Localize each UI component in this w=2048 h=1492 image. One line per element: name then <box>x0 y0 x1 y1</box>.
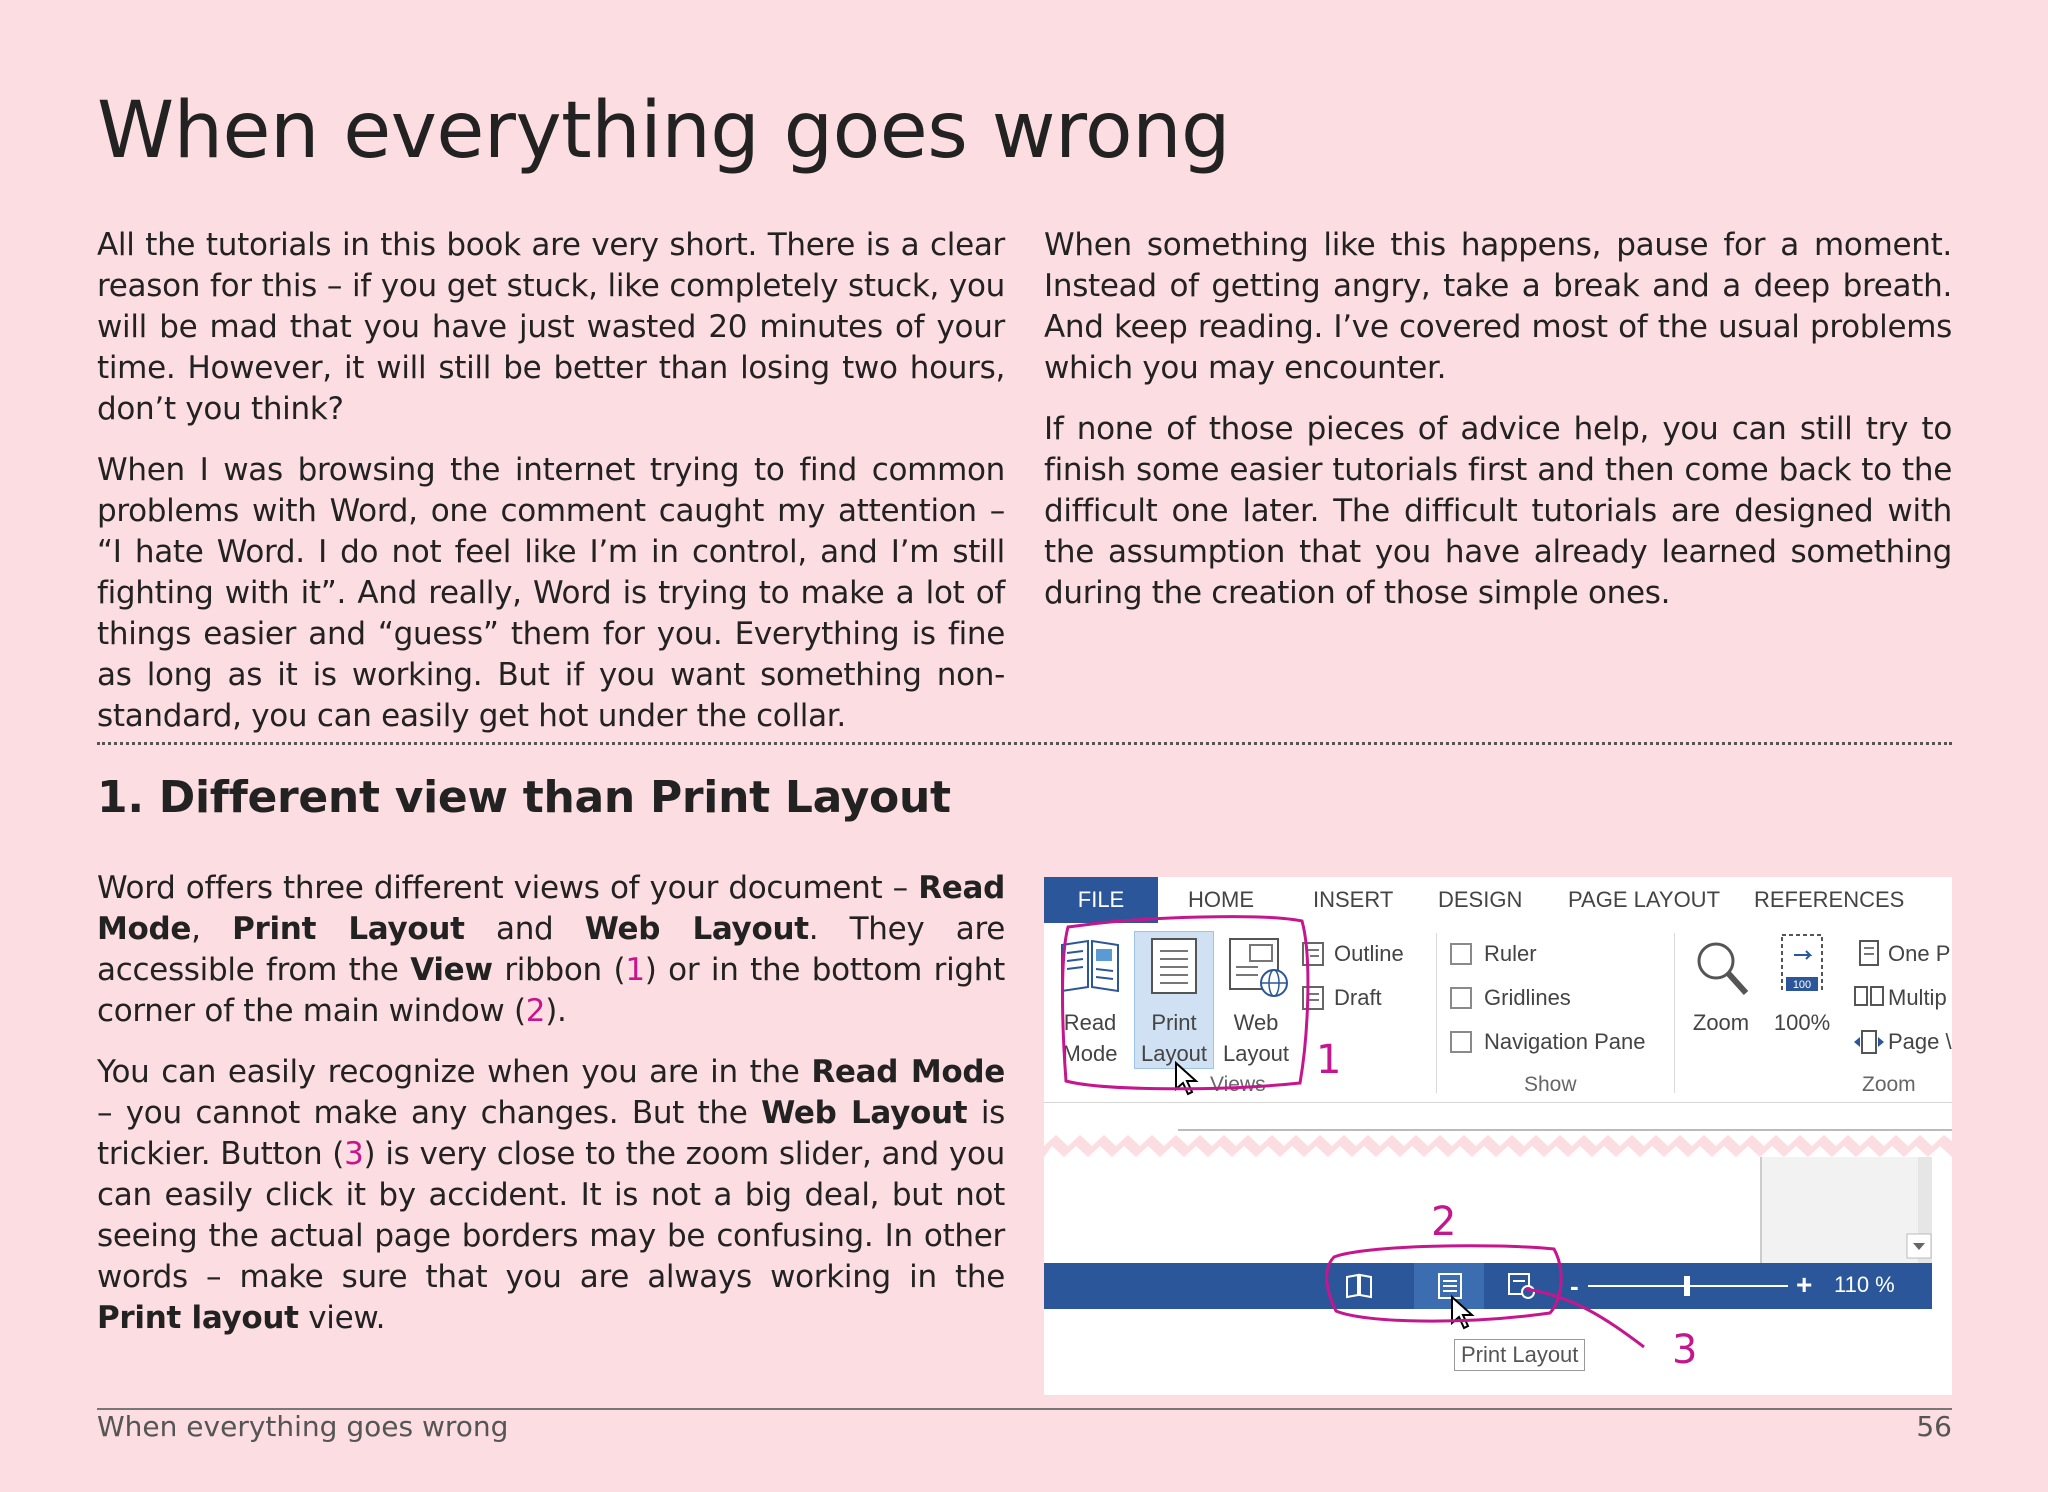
text: ribbon ( <box>492 952 626 988</box>
callout-ref: 2 <box>525 993 546 1029</box>
callout-ref: 1 <box>625 952 645 988</box>
callout-ref: 3 <box>344 1136 364 1172</box>
one-page-button[interactable]: One P <box>1888 941 1951 966</box>
tab-home[interactable]: HOME <box>1188 887 1254 912</box>
label-line: Layout <box>1140 1041 1208 1066</box>
text: ) is very close to the zoom slider, and you can easily click it by accident. It is not a big deal, but not seeing the actual page borders may be confusing. In other words – make sure that you are always working in the <box>97 1136 1005 1295</box>
bold-term: Read Mode <box>97 870 1005 947</box>
multiple-pages-button[interactable]: Multip <box>1888 985 1947 1010</box>
navigation-pane-label: Navigation Pane <box>1484 1029 1646 1054</box>
bold-term: Web Layout <box>761 1095 968 1131</box>
annotation-overlay <box>1044 877 1952 1395</box>
tab-insert[interactable]: INSERT <box>1313 887 1394 912</box>
show-group-label: Show <box>1524 1073 1577 1096</box>
section-body <box>97 868 1005 1359</box>
views-group-label: Views <box>1210 1073 1266 1096</box>
text: view. <box>298 1300 386 1336</box>
zoom-group-label: Zoom <box>1862 1073 1916 1096</box>
text: and <box>464 911 585 947</box>
intro-left-column <box>97 225 1005 757</box>
callout-label-3: 3 <box>1672 1327 1698 1373</box>
bold-term: View <box>410 952 493 988</box>
tab-page-layout[interactable]: PAGE LAYOUT <box>1568 887 1721 912</box>
zoom-button[interactable]: Zoom <box>1692 1010 1750 1035</box>
draft-button[interactable]: Draft <box>1334 985 1382 1010</box>
callout-label-2: 2 <box>1431 1199 1457 1245</box>
paragraph <box>97 868 1005 1032</box>
bold-term: Print Layout <box>232 911 465 947</box>
text: You can easily recognize when you are in the <box>97 1054 812 1090</box>
zoom-level[interactable]: 110 % <box>1834 1272 1895 1297</box>
tab-file[interactable]: FILE <box>1044 877 1158 923</box>
callout-line-3 <box>1526 1289 1644 1347</box>
section-title: 1. Different view than Print Layout <box>97 772 951 823</box>
bold-term: Read Mode <box>811 1054 1005 1090</box>
footer-chapter-title: When everything goes wrong <box>97 1410 509 1443</box>
callout-label-1: 1 <box>1316 1037 1342 1083</box>
text: Word offers three different views of your document – <box>97 870 919 906</box>
text: . They are accessible from the <box>97 911 1006 988</box>
page-number: 56 <box>1916 1410 1952 1443</box>
page-title: When everything goes wrong <box>97 86 1231 176</box>
zoom-100-badge: 100 <box>1792 979 1812 991</box>
tab-references[interactable]: REFERENCES <box>1754 887 1905 912</box>
page-width-button[interactable]: Page \ <box>1888 1029 1952 1054</box>
label-line: Print <box>1151 1010 1197 1035</box>
text: , <box>191 911 233 947</box>
dotted-divider <box>97 742 1952 745</box>
word-ribbon-screenshot <box>1044 877 1952 1395</box>
label-line: Web <box>1233 1010 1279 1035</box>
paragraph: When I was browsing the internet trying to find common problems with Word, one comment caught my attention – “I hate Word. I do not feel like I’m in control, and I’m still fighting with it”. And really, Word is trying to make a lot of things easier and “guess” them for you. Everything is fine as long as it is working. But if you want something non-standard, you can easily get hot under the collar. <box>97 452 1005 734</box>
text: – you cannot make any changes. But the <box>97 1095 762 1131</box>
ruler-label: Ruler <box>1484 941 1537 966</box>
label-line: Layout <box>1222 1041 1290 1066</box>
print-layout-tooltip: Print Layout <box>1454 1339 1585 1371</box>
outline-button[interactable]: Outline <box>1334 941 1404 966</box>
bold-term: Web Layout <box>584 911 809 947</box>
gridlines-label: Gridlines <box>1484 985 1571 1010</box>
paragraph: When something like this happens, pause for a moment. Instead of getting angry, take a break and a deep breath. And keep reading. I’ve covered most of the usual problems which you may encounter. <box>1044 227 1952 386</box>
bold-term: Print layout <box>97 1300 299 1336</box>
paragraph: All the tutorials in this book are very short. There is a clear reason for this – if you get stuck, like completely stuck, you will be mad that you have just wasted 20 minutes of your time. However, it will still be better than losing two hours, don’t you think? <box>97 227 1005 427</box>
zoom-out-button[interactable]: - <box>1570 1271 1579 1301</box>
text: ). <box>545 993 567 1029</box>
paragraph <box>97 1052 1005 1339</box>
label-line: Read <box>1063 1010 1117 1035</box>
label-line: Mode <box>1062 1041 1118 1066</box>
intro-right-column <box>1044 225 1952 634</box>
zoom-in-button[interactable]: + <box>1796 1269 1813 1300</box>
zoom-100-button[interactable]: 100% <box>1773 1010 1831 1035</box>
callout-circle-1 <box>1063 917 1308 1089</box>
tab-design[interactable]: DESIGN <box>1438 887 1523 912</box>
text: ) or in the bottom right corner of the main window ( <box>97 952 1006 1029</box>
paragraph: If none of those pieces of advice help, you can still try to finish some easier tutorials first and then come back to the difficult one later. The difficult tutorials are designed with the assumption that you have already learned something during the creation of those simple ones. <box>1044 411 1952 611</box>
callout-circle-2 <box>1327 1246 1561 1321</box>
text: is trickier. Button ( <box>97 1095 1006 1172</box>
